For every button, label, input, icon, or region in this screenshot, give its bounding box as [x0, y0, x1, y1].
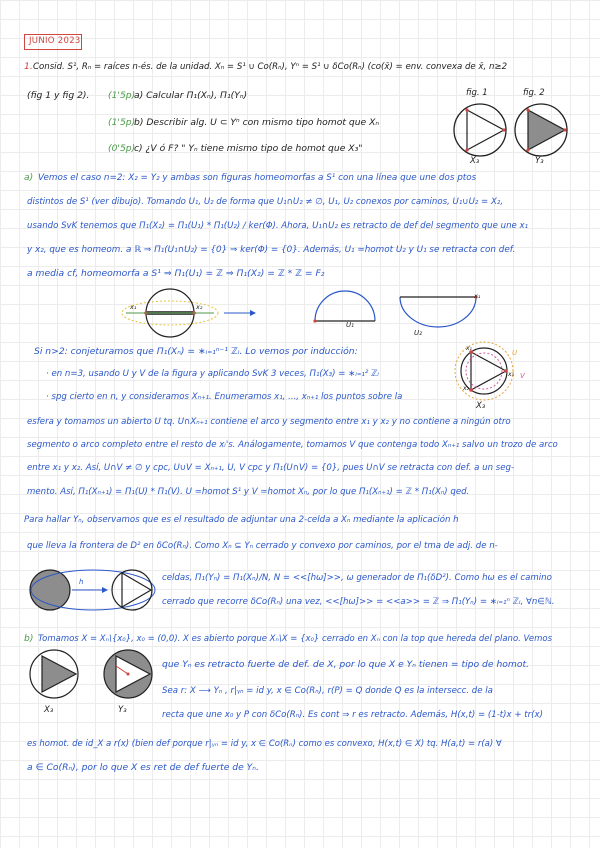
fig1-caption: X₃: [470, 156, 480, 166]
fig-label-x2: x₂: [196, 303, 203, 311]
solution-a-line11: entre x₁ y x₂. Así, U∩V ≠ ∅ y cpc, U∪V = Xₙ₊₁, U, V cpc y Π₁(U∩V) = {0}, pues U∩V se retracta con def. a un seg-: [27, 463, 515, 473]
solution-y-line2: que lleva la frontera de D² en δCo(Rₙ). Como Xₙ ⊆ Yₙ cerrado y convexo por caminos, por el tma de adj. de n-: [27, 541, 498, 551]
solution-b-line3: Sea r: X ⟶ Yₙ , r|ᵧₙ = id y, x ∈ Co(Rₙ), r(P) = Q donde Q es la intersecc. de la: [162, 686, 493, 696]
part-b-points: (1'5p): [108, 117, 136, 128]
solution-b-line1: Tomamos X = Xₙ\{x₀}, x₀ = (0,0). X es abierto porque Xₙ\X = {x₀} cerrado en Xₙ con la top que hereda del plano. Vemos: [38, 634, 553, 644]
solution-a-line3: usando SvK tenemos que Π₁(X₂) = Π₁(U₁) * Π₁(U₂) / ker(Φ). Ahora, U₁∩U₂ es retracto de def del segmento que une x₁: [27, 221, 529, 231]
part-a-points: (1'5p): [108, 90, 136, 101]
retraction-caption-x3: X₃: [44, 705, 54, 715]
solution-b-line5: es homot. de id_X a r(x) (bien def porque r|ᵧₙ = id y, x ∈ Co(Rₙ) como es convexo, H(x,t) ∈ X) tq. H(a,t) = r(a) ∀: [27, 739, 502, 749]
solution-b-line6: a ∈ Co(Rₙ), por lo que X es ret de def fuerte de Yₙ.: [27, 762, 259, 773]
solution-b-line4: recta que une x₀ y P con δCo(Rₙ). Es cont ⇒ r es retracto. Además, H(x,t) = (1-t)x + tr(x): [162, 710, 543, 720]
retraction-diagrams: [28, 648, 154, 702]
fig-label-u1: U₁: [346, 321, 354, 329]
problem-statement-line2: (fig 1 y fig 2).: [27, 90, 90, 101]
solution-a-line1: Vemos el caso n=2: X₂ = Y₂ y ambas son figuras homeomorfas a S¹ con una línea que une dos ptos: [38, 173, 477, 183]
part-a-question: a) Calcular Π₁(Xₙ), Π₁(Yₙ): [134, 90, 248, 101]
date-label: JUNIO 2023: [29, 36, 81, 46]
solution-y-line3: celdas, Π₁(Yₙ) = Π₁(Xₙ)/N, N = <<[hω]>>, ω generador de Π₁(δD²). Como hω es el camino: [162, 573, 552, 583]
solution-a-line4: y x₂, que es homeom. a ℝ ⇒ Π₁(U₁∩U₂) = {0} ⇒ ker(Φ) = {0}. Además, U₁ ≃homot U₂ y U₁ se retracta con def.: [27, 245, 516, 255]
fig2-label: fig. 2: [523, 88, 545, 98]
solution-y-line4: cerrado que recorre δCo(Rₙ) una vez, <<[hω]>> = <<a>> = ℤ ⇒ Π₁(Yₙ) = ∗ᵢ₌₁ⁿ ℤᵢ, ∀n∈ℕ.: [162, 597, 555, 607]
solution-b-tag: b): [24, 633, 34, 644]
x3-label-x3: x₃: [508, 371, 514, 378]
solution-a-line9: esfera y tomamos un abierto U tq. U∩Xₙ₊₁ contiene el arco y segmento entre x₁ y x₂ y no contiene a ningún otro: [27, 417, 511, 427]
fig-label-u2: U₂: [414, 329, 422, 337]
solution-a-tag: a): [24, 172, 34, 183]
case-n2-diagrams: [120, 283, 480, 339]
x3-label-v: V: [520, 372, 525, 380]
cell-attachment-diagram: [28, 566, 158, 614]
date-box: [24, 34, 82, 50]
x3-caption: X₃: [476, 401, 486, 411]
fig1-label: fig. 1: [466, 88, 488, 98]
part-b-question: b) Describir alg. U ⊂ Yⁿ con mismo tipo homot que Xₙ: [134, 117, 380, 128]
fig2-diagram: [513, 102, 569, 158]
solution-y-line1: Para hallar Yₙ, observamos que es el resultado de adjuntar una 2-celda a Xₙ mediante la aplicación h: [24, 515, 459, 525]
solution-a-line10: segmento o arco completo entre el resto de xᵢ's. Análogamente, tomamos V que contenga todo Xₙ₊₁ salvo un trozo de arco: [27, 440, 558, 450]
x3-uv-diagram: [450, 340, 530, 402]
part-c-question: c) ¿V ó F? " Yₙ tiene mismo tipo de homot que X₃": [134, 143, 363, 154]
solution-b-line2: que Yₙ es retracto fuerte de def. de X, por lo que X e Yₙ tienen = tipo de homot.: [162, 659, 529, 670]
fig2-caption: Y₃: [535, 156, 544, 166]
x3-label-u: U: [512, 349, 518, 357]
fig-label-x1-right: x₁: [474, 292, 481, 300]
attachment-map-label: h: [79, 578, 84, 586]
solution-a-line8: · spg cierto en n, y consideramos Xₙ₊₁. Enumeramos x₁, ..., xₙ₊₁ los puntos sobre la: [46, 392, 403, 402]
x3-label-x2: x₂: [463, 385, 469, 392]
solution-a-line7: · en n=3, usando U y V de la figura y aplicando SvK 3 veces, Π₁(X₃) = ∗ᵢ₌₁² ℤᵢ: [46, 369, 379, 379]
fig-label-x1: x₁: [130, 303, 137, 311]
solution-a-line5: a media cf, homeomorfa a S¹ ⇒ Π₁(U₁) = ℤ ⇒ Π₁(X₂) = ℤ * ℤ = F₂: [27, 268, 325, 279]
fig1-diagram: [452, 102, 508, 158]
solution-a-line2: distintos de S¹ (ver dibujo). Tomando U₁, U₂ de forma que U₁∩U₂ ≠ ∅, U₁, U₂ conexos por caminos, U₁∪U₂ = X₂,: [27, 197, 504, 207]
retraction-caption-y3: Y₃: [118, 705, 127, 715]
fig-label-u1-cap-u2: U₁∩U₂: [154, 306, 171, 312]
problem-number: 1.: [24, 61, 33, 72]
problem-statement-line1: Consid. S¹, Rₙ = raíces n-és. de la unidad. Xₙ = S¹ ∪ Co(Rₙ), Yⁿ = S¹ ∪ δCo(Rₙ) (co(x̄) = env. convexa de x̄, n≥2: [33, 62, 508, 72]
solution-a-line6: Si n>2: conjeturamos que Π₁(Xₙ) = ∗ᵢ₌₁ⁿ⁻¹ ℤᵢ. Lo vemos por inducción:: [34, 346, 358, 357]
solution-a-line12: mento. Así, Π₁(Xₙ₊₁) = Π₁(U) * Π₁(V). U ≃homot S¹ y V ≃homot Xₙ, por lo que Π₁(Xₙ₊₁) = ℤ * Π₁(Xₙ) qed.: [27, 487, 470, 497]
x3-label-x1: x₁: [466, 345, 472, 352]
part-c-points: (0'5p): [108, 143, 136, 154]
